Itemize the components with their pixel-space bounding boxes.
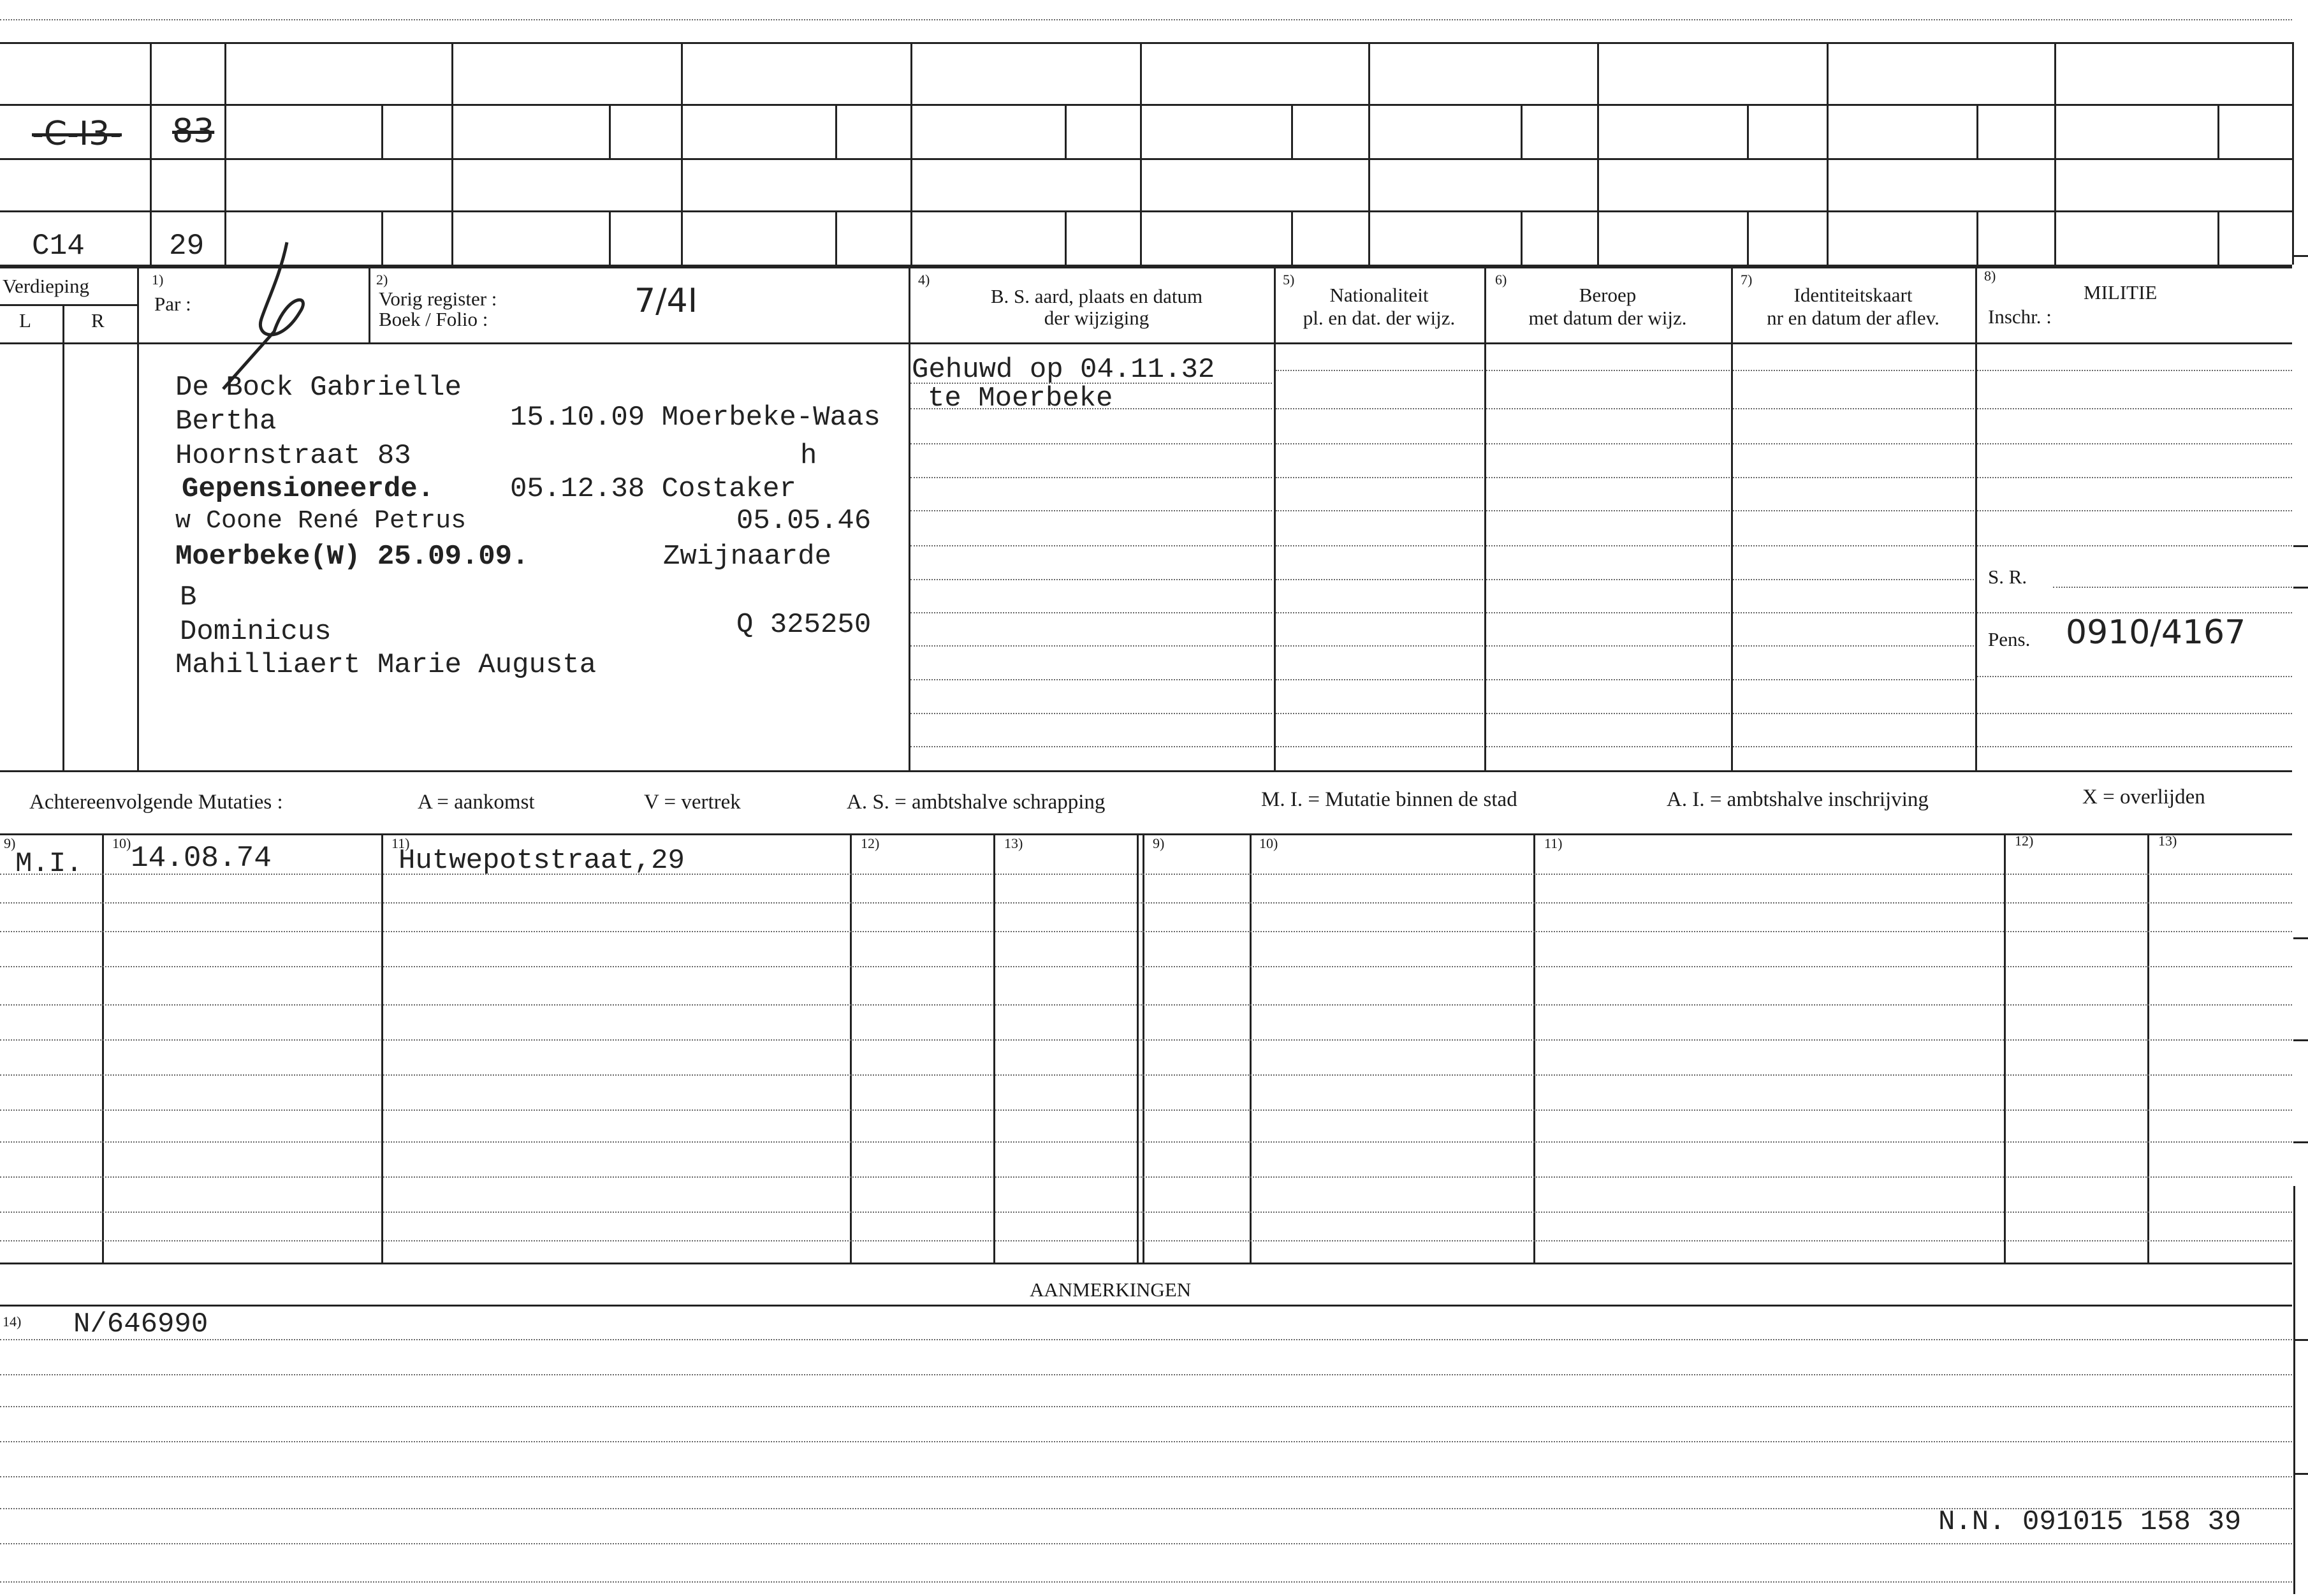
person-spouse-date: 05.05.46 [736, 505, 872, 537]
mutatie-col-13b: 13) [2158, 833, 2177, 849]
mutaties-title: Achtereenvolgende Mutaties : [29, 791, 283, 814]
person-address: Hoornstraat 83 [175, 440, 411, 472]
person-h: h [800, 440, 817, 472]
verdieping-label: Verdieping [3, 275, 90, 297]
civil-status-line-2: te Moerbeke [928, 383, 1113, 414]
bs-label-2: der wijziging [1044, 307, 1150, 329]
person-code: Q 325250 [736, 609, 872, 641]
mutatie-col-10a: 10) [112, 835, 131, 851]
national-number: N.N. 091015 158 39 [1938, 1506, 2242, 1538]
note-1: 1) [152, 272, 164, 288]
vorig-register-label: Vorig register : [379, 288, 497, 310]
legend-x: X = overlijden [2082, 786, 2205, 809]
mutatie-date: 14.08.74 [131, 842, 272, 875]
top-grid-num-1: 83 [172, 112, 215, 150]
mutatie-col-10b: 10) [1259, 835, 1278, 851]
inschr-label: Inschr. : [1988, 305, 2052, 328]
person-occupation-date: 05.12.38 Costaker [510, 473, 796, 505]
person-b: B [180, 582, 197, 613]
person-spouse-place: Zwijnaarde [663, 541, 832, 573]
note-2: 2) [376, 272, 388, 288]
nationaliteit-label: Nationaliteit [1329, 284, 1429, 306]
pens-value: 0910/4167 [2066, 613, 2246, 652]
identiteitskaart-sub-label: nr en datum der aflev. [1767, 307, 1939, 329]
person-mother: Mahilliaert Marie Augusta [175, 649, 597, 681]
sr-label: S. R. [1988, 566, 2027, 588]
nationaliteit-sub-label: pl. en dat. der wijz. [1303, 307, 1456, 329]
bs-label-1: B. S. aard, plaats en datum [990, 285, 1203, 307]
person-name: De Bock Gabrielle [175, 372, 462, 404]
person-occupation: Gepensioneerde. [182, 473, 435, 505]
legend-ai: A. I. = ambtshalve inschrijving [1667, 788, 1929, 811]
note-14: 14) [3, 1314, 22, 1329]
mutatie-col-12a: 12) [861, 835, 880, 851]
identiteitskaart-label: Identiteitskaart [1793, 284, 1913, 306]
boek-folio-label: Boek / Folio : [379, 308, 488, 330]
note-8: 8) [1984, 268, 1996, 284]
note-6: 6) [1495, 272, 1507, 288]
mutatie-col-9b: 9) [1153, 835, 1165, 851]
civil-status-line-1: Gehuwd op 04.11.32 [912, 354, 1215, 386]
mutatie-address: Hutwepotstraat,29 [398, 845, 685, 877]
legend-v: V = vertrek [644, 791, 741, 814]
militie-label: MILITIE [2084, 281, 2158, 304]
pens-label: Pens. [1988, 628, 2031, 650]
mutatie-col-9a: 9) [4, 835, 16, 851]
note-4: 4) [918, 272, 930, 288]
par-label: Par : [154, 293, 191, 315]
person-spouse-birth: Moerbeke(W) 25.09.09. [175, 541, 529, 573]
mutatie-col-12b: 12) [2015, 833, 2034, 849]
legend-a: A = aankomst [418, 791, 535, 814]
legend-as: A. S. = ambtshalve schrapping [847, 791, 1106, 814]
mutatie-col-11b: 11) [1544, 835, 1563, 851]
col-r-label: R [91, 309, 105, 332]
person-given-name: Bertha [175, 406, 277, 437]
beroep-sub-label: met datum der wijz. [1528, 307, 1687, 329]
beroep-label: Beroep [1579, 284, 1637, 306]
remarks-value: N/646990 [73, 1308, 208, 1340]
col-l-label: L [19, 309, 31, 332]
person-spouse: w Coone René Petrus [175, 507, 467, 536]
top-grid-code-1: -C-I3- [32, 115, 122, 153]
mutatie-type: M.I. [15, 848, 83, 880]
mutatie-col-11a: 11) [391, 835, 410, 851]
remarks-title: AANMERKINGEN [1030, 1278, 1192, 1301]
register-value: 7/4I [634, 282, 698, 320]
top-grid-code-2: C14 [32, 230, 85, 263]
person-birth: 15.10.09 Moerbeke-Waas [510, 402, 880, 434]
legend-mi: M. I. = Mutatie binnen de stad [1261, 788, 1517, 811]
top-grid-num-2: 29 [169, 230, 205, 263]
note-7: 7) [1741, 272, 1753, 288]
top-edge [0, 19, 2292, 20]
person-father: Dominicus [180, 616, 332, 648]
mutatie-col-13a: 13) [1004, 835, 1023, 851]
note-5: 5) [1283, 272, 1295, 288]
